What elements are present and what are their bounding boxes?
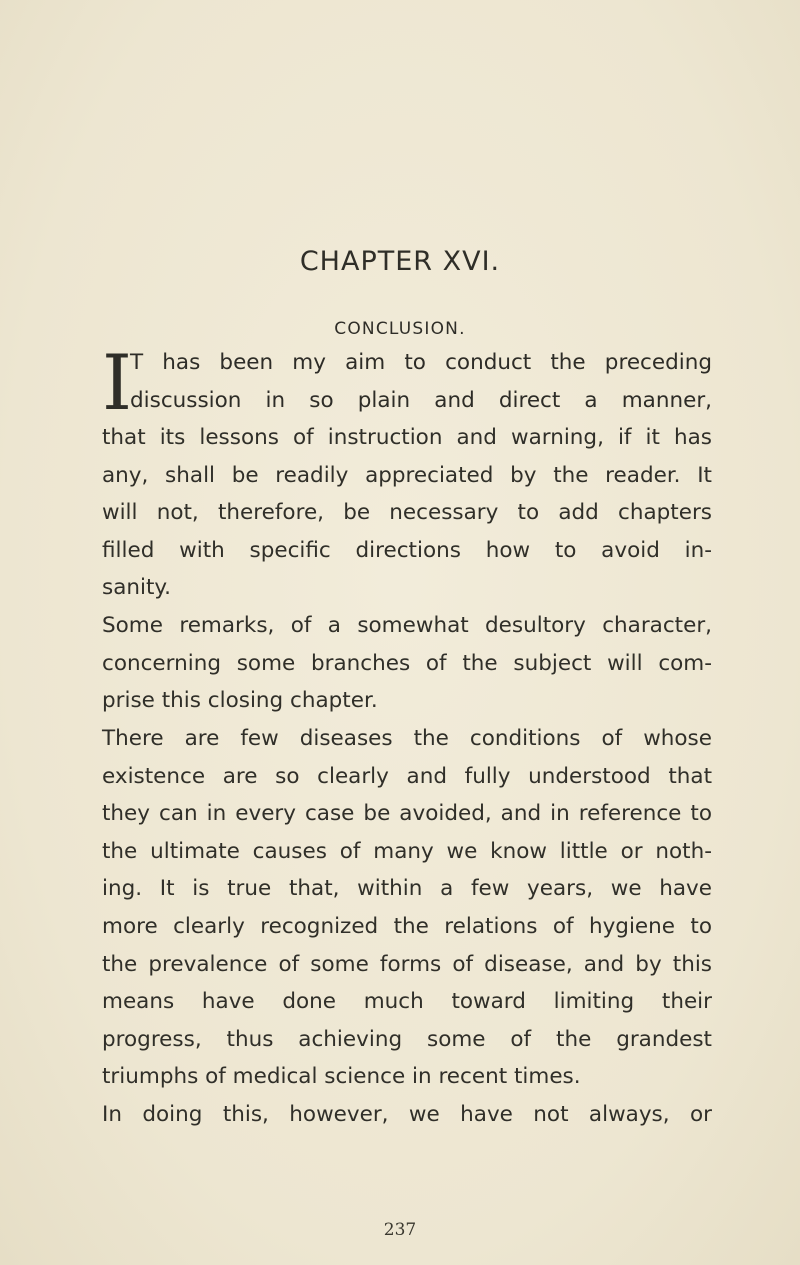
text-line: Some remarks, of a somewhat desultory character,	[102, 613, 712, 638]
text-line: filled with specific directions how to avoid in-	[102, 537, 712, 563]
paragraph-4	[102, 1096, 712, 1134]
section-title: CONCLUSION.	[334, 319, 466, 339]
text-line: that its lessons of instruction and warning, if it has	[102, 425, 712, 450]
text-line: progress, thus achieving some of the grandest	[102, 1026, 712, 1052]
page-number: 237	[383, 1220, 417, 1240]
text-line: means have done much toward limiting their	[102, 989, 712, 1015]
drop-cap: I	[102, 338, 133, 427]
text-line: In doing this, however, we have not always, or	[102, 1102, 712, 1127]
text-line: they can in every case be avoided, and in reference to	[102, 801, 712, 827]
text-line: existence are so clearly and fully understood that	[102, 763, 712, 789]
text-line: any, shall be readily appreciated by the reader. It	[102, 462, 712, 488]
text-line: the prevalence of some forms of disease, and by this	[102, 951, 712, 977]
text-line: There are few diseases the conditions of whose	[102, 726, 712, 751]
paragraph-2	[102, 607, 712, 720]
text-line: T has been my aim to conduct the preceding	[130, 350, 712, 375]
text-line: prise this closing chapter.	[102, 688, 378, 714]
text-line: ing. It is true that, within a few years, we have	[102, 876, 712, 902]
text-line: will not, therefore, be necessary to add chapters	[102, 500, 712, 526]
text-line: concerning some branches of the subject will com-	[102, 650, 712, 676]
text-line: sanity.	[102, 575, 171, 601]
chapter-title: CHAPTER XVI.	[299, 246, 501, 277]
paragraph-1-continued	[102, 419, 712, 607]
text-line: discussion in so plain and direct a manner,	[130, 388, 712, 413]
text-line: triumphs of medical science in recent times.	[102, 1064, 581, 1090]
text-line: the ultimate causes of many we know little or noth-	[102, 838, 712, 864]
paragraph-3	[102, 720, 712, 1096]
text-line: more clearly recognized the relations of hygiene to	[102, 913, 712, 939]
